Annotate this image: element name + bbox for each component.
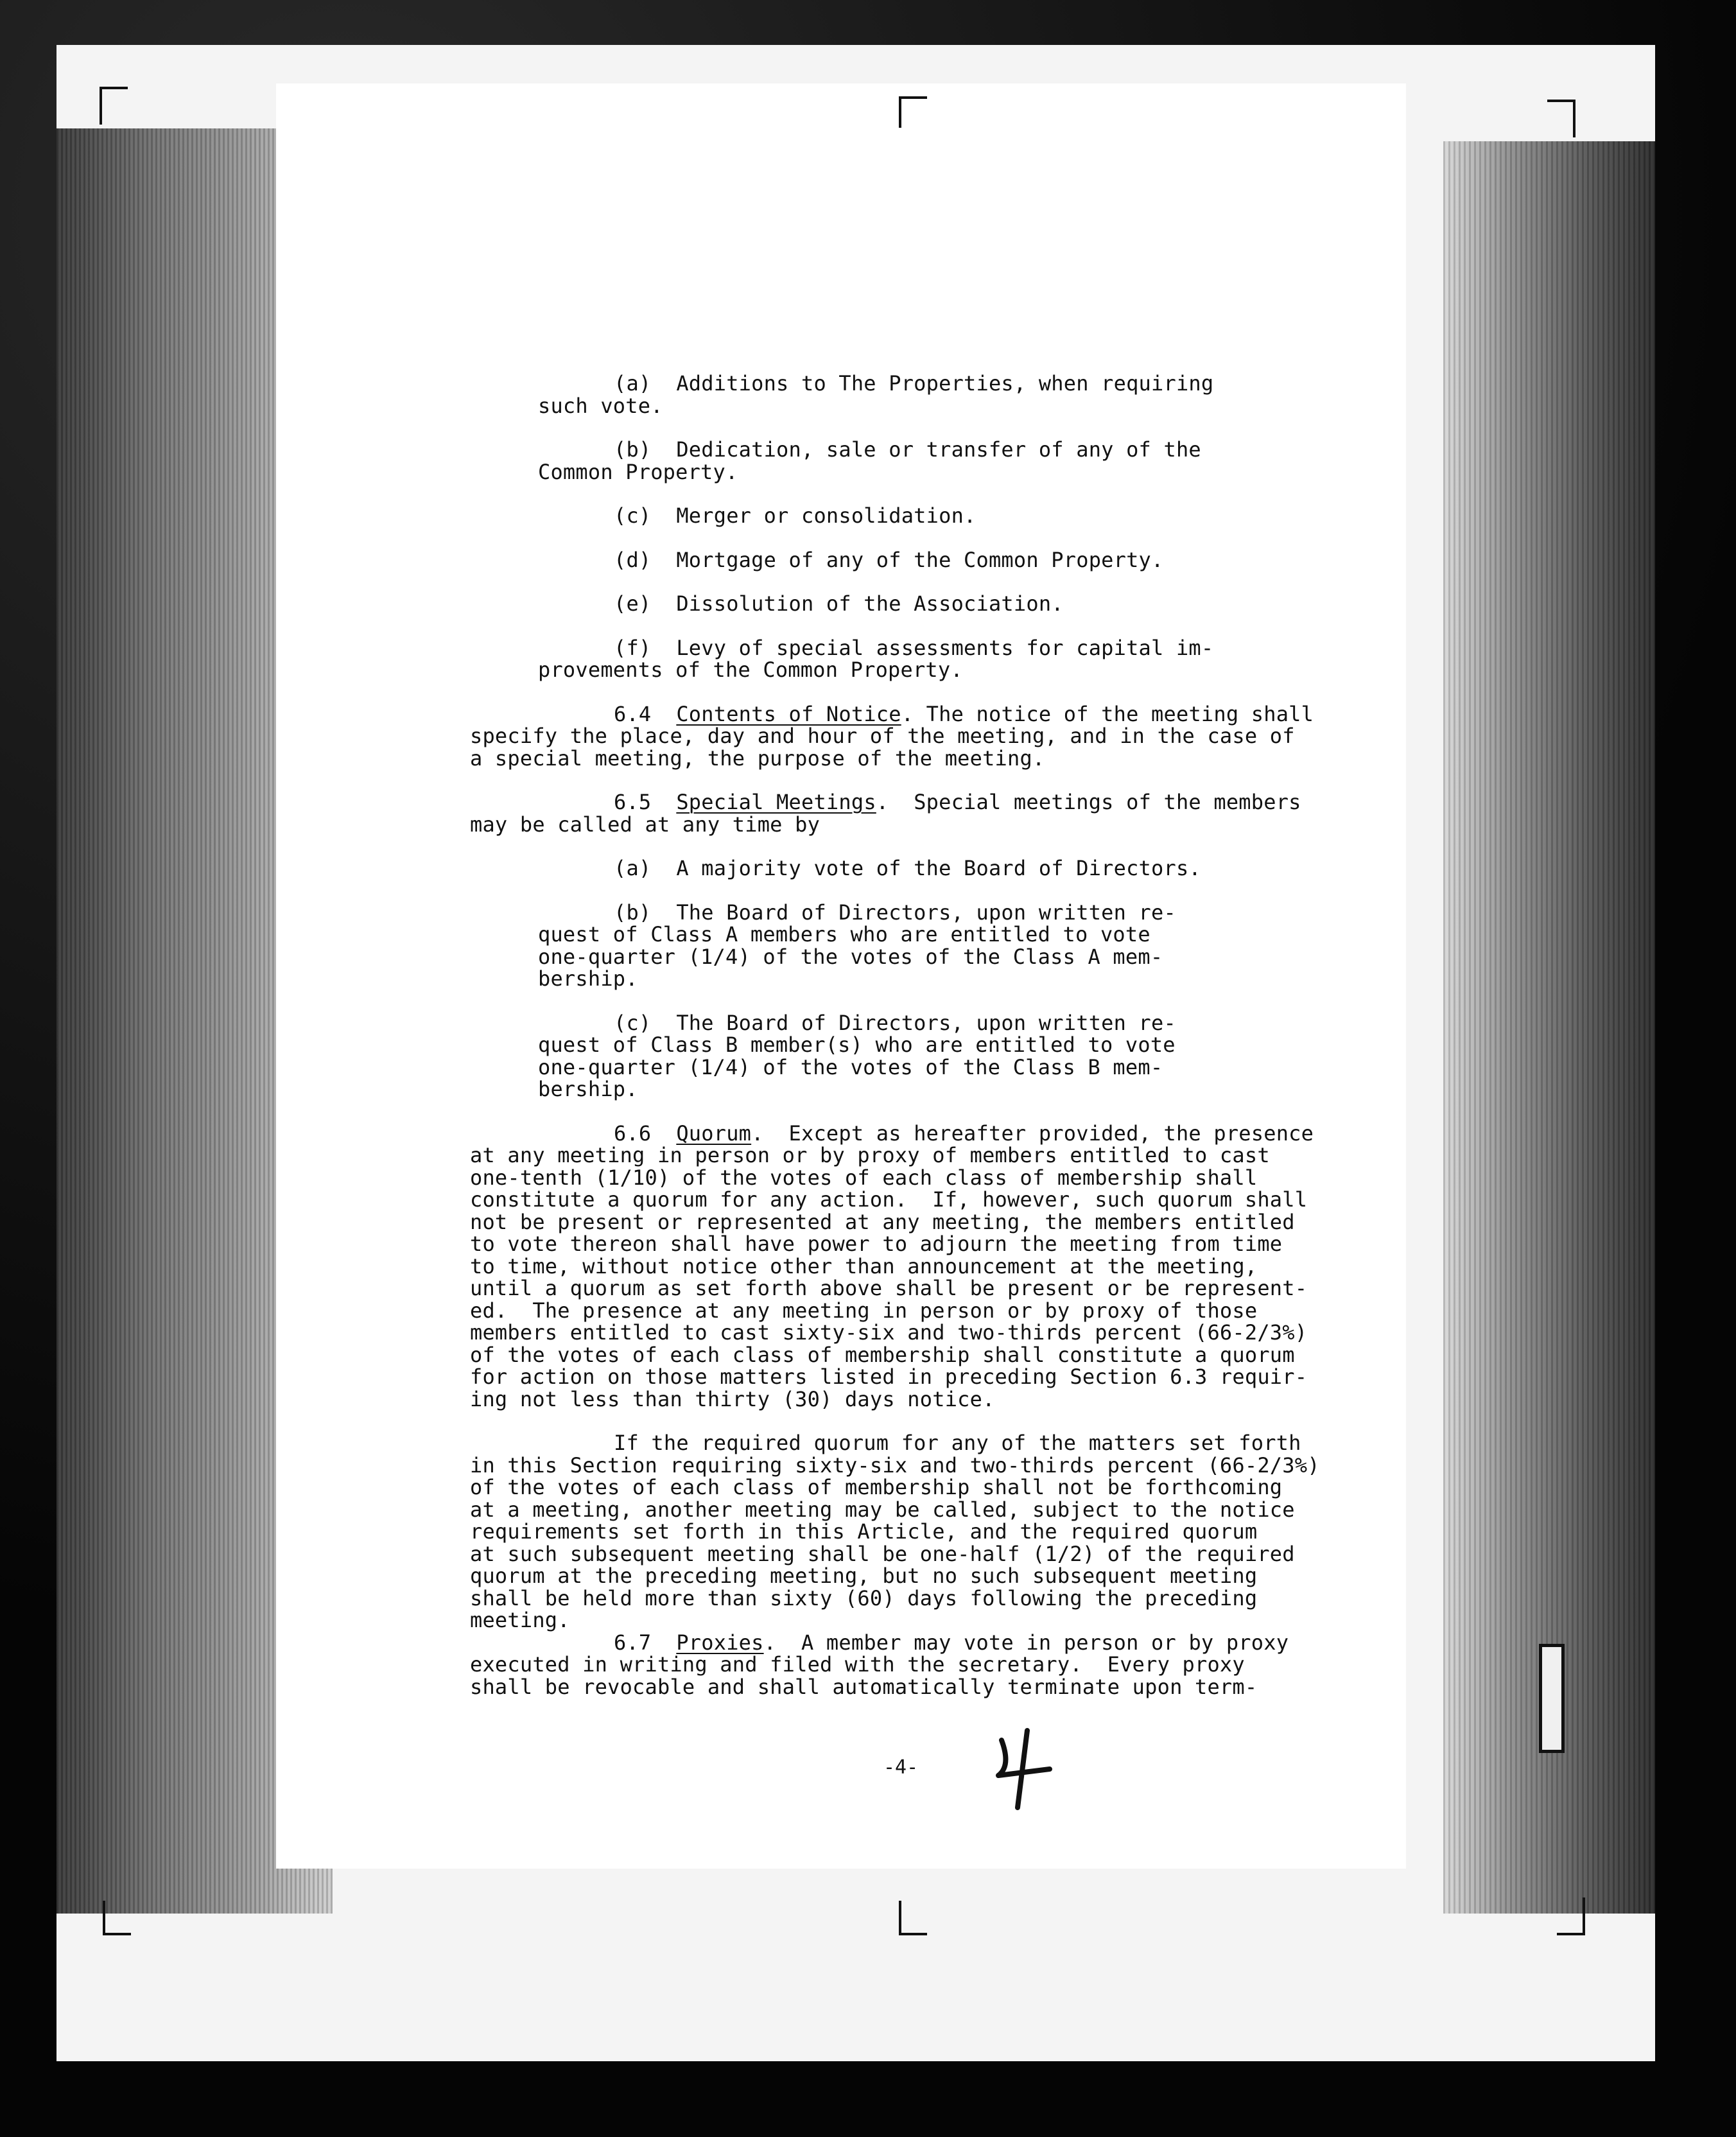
paragraph-line: of the votes of each class of membership shall not be forthcoming <box>470 1475 1283 1499</box>
crop-mark-top-left <box>100 87 128 125</box>
list-item-head: (f) Levy of special assessments for capital im- <box>614 635 1214 660</box>
section-number: 6.4 <box>614 701 652 726</box>
section-line: may be called at any time by <box>470 812 820 837</box>
list-item <box>470 857 1382 880</box>
section-line: executed in writing and filed with the secretary. Every proxy <box>470 1652 1245 1677</box>
list-item-head: (e) Dissolution of the Association. <box>614 591 1064 616</box>
section-line: constitute a quorum for any action. If, however, such quorum shall <box>470 1187 1308 1212</box>
section-title: Contents of Notice <box>676 701 901 726</box>
section-line: at any meeting in person or by proxy of members entitled to cast <box>470 1143 1270 1167</box>
section-line: a special meeting, the purpose of the meeting. <box>470 746 1045 771</box>
list-item <box>470 372 1382 417</box>
section-line: not be present or represented at any meeting, the members entitled <box>470 1209 1295 1234</box>
paragraph-line: requirements set forth in this Article, and the required quorum <box>470 1519 1258 1544</box>
section-number: 6.5 <box>614 790 652 814</box>
list-item-continuation: bership. <box>538 966 638 991</box>
film-index-mark <box>1539 1644 1565 1753</box>
section-6-7 <box>470 1632 1382 1698</box>
page-number: -4- <box>883 1756 919 1779</box>
list-item-continuation: provements of the Common Property. <box>538 658 963 682</box>
list-item-head: (a) Additions to The Properties, when requiring <box>614 371 1214 396</box>
section-line: . Special meetings of the members <box>876 790 1301 814</box>
list-item <box>470 1012 1382 1101</box>
section-first-line <box>470 1122 1382 1145</box>
section-line: members entitled to cast sixty-six and two-thirds percent (66-2/3%) <box>470 1320 1308 1345</box>
list-item <box>470 549 1382 571</box>
section-line: specify the place, day and hour of the meeting, and in the case of <box>470 724 1295 748</box>
paragraph-line: at a meeting, another meeting may be called, subject to the notice <box>470 1497 1295 1522</box>
list-item-continuation: quest of Class A members who are entitled to vote <box>538 922 1150 946</box>
paragraph-line: meeting. <box>470 1608 570 1632</box>
section-6-4 <box>470 703 1382 770</box>
section-line: . The notice of the meeting shall <box>901 701 1314 726</box>
crop-mark-top-right <box>1547 100 1575 137</box>
crop-mark-bottom-center <box>899 1901 927 1935</box>
section-line: one-tenth (1/10) of the votes of each class of membership shall <box>470 1165 1258 1190</box>
list-item-continuation: Common Property. <box>538 459 738 484</box>
list-item-head: (c) Merger or consolidation. <box>614 503 976 528</box>
section-line: ed. The presence at any meeting in person or by proxy of those <box>470 1298 1258 1323</box>
section-line: to time, without notice other than announcement at the meeting, <box>470 1253 1258 1278</box>
list-item <box>470 505 1382 527</box>
section-line: of the votes of each class of membership shall constitute a quorum <box>470 1342 1295 1367</box>
list-item-continuation: quest of Class B member(s) who are entitled to vote <box>538 1033 1176 1057</box>
section-line: until a quorum as set forth above shall be present or be represent- <box>470 1276 1308 1300</box>
section-line: shall be revocable and shall automatically terminate upon term- <box>470 1674 1258 1699</box>
section-title: Proxies <box>676 1630 764 1655</box>
paragraph-line: at such subsequent meeting shall be one-half (1/2) of the required <box>470 1541 1295 1566</box>
section-6-5 <box>470 791 1382 835</box>
list-item-continuation: one-quarter (1/4) of the votes of the Class A mem- <box>538 944 1163 969</box>
list-item <box>470 902 1382 990</box>
list-item-head: (b) The Board of Directors, upon written re- <box>614 900 1176 925</box>
section-number: 6.7 <box>614 1630 652 1655</box>
list-item-head: (b) Dedication, sale or transfer of any of the <box>614 437 1201 462</box>
paragraph-line: shall be held more than sixty (60) days following the preceding <box>470 1585 1258 1610</box>
section-line: ing not less than thirty (30) days notice. <box>470 1386 995 1411</box>
section-number: 6.6 <box>614 1121 652 1146</box>
list-item <box>470 439 1382 483</box>
list-item-continuation: bership. <box>538 1077 638 1101</box>
handwritten-page-number <box>989 1727 1059 1811</box>
paragraph-line: quorum at the preceding meeting, but no such subsequent meeting <box>470 1564 1258 1588</box>
crop-mark-top-center <box>899 96 927 128</box>
document-body <box>470 372 1382 1698</box>
section-first-line <box>470 1632 1382 1654</box>
list-item-continuation: such vote. <box>538 393 663 418</box>
list-item <box>470 593 1382 615</box>
section-line: for action on those matters listed in preceding Section 6.3 requir- <box>470 1365 1308 1389</box>
section-first-line <box>470 791 1382 814</box>
list-item-head: (d) Mortgage of any of the Common Property. <box>614 547 1164 572</box>
paragraph-quorum-adjournment <box>470 1432 1382 1632</box>
crop-mark-bottom-right <box>1557 1897 1585 1935</box>
section-line: to vote thereon shall have power to adjourn the meeting from time <box>470 1232 1283 1256</box>
paragraph-line: If the required quorum for any of the matters set forth <box>614 1431 1301 1455</box>
crop-mark-bottom-left <box>103 1901 131 1935</box>
list-item-head: (a) A majority vote of the Board of Directors. <box>614 856 1201 880</box>
list-item-continuation: one-quarter (1/4) of the votes of the Class B mem- <box>538 1054 1163 1079</box>
section-line: . A member may vote in person or by proxy <box>763 1630 1289 1655</box>
section-line: . Except as hereafter provided, the presence <box>751 1121 1314 1146</box>
list-item-head: (c) The Board of Directors, upon written re- <box>614 1010 1176 1035</box>
paragraph-line: in this Section requiring sixty-six and two-thirds percent (66-2/3%) <box>470 1452 1320 1478</box>
section-6-6 <box>470 1122 1382 1411</box>
section-first-line <box>470 703 1382 726</box>
section-title: Quorum <box>676 1121 752 1146</box>
section-title: Special Meetings <box>676 790 876 814</box>
list-item <box>470 637 1382 681</box>
